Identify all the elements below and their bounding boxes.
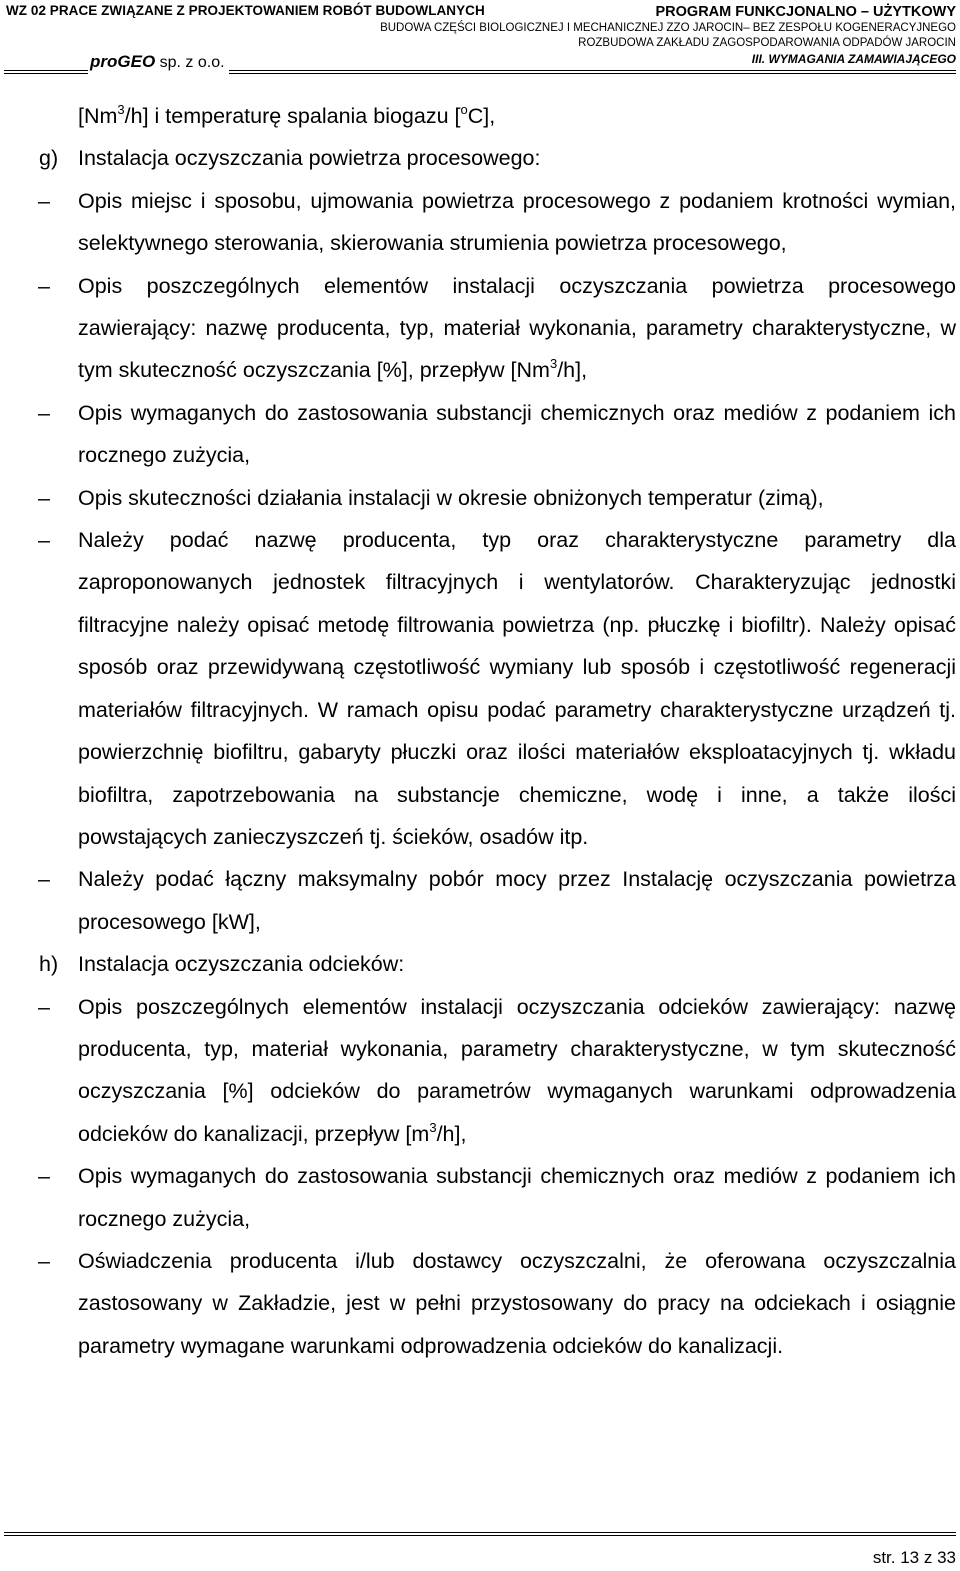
list-item-text: Opis wymaganych do zastosowania substancji chemicznych oraz mediów z podaniem ich rocznego zużycia, bbox=[78, 1164, 956, 1231]
section-title: Instalacja oczyszczania odcieków: bbox=[78, 952, 405, 977]
list-item bbox=[0, 477, 960, 519]
list-item bbox=[0, 180, 960, 265]
list-item-text: Należy podać nazwę producenta, typ oraz charakterystyczne parametry dla zaproponowanych jednostek filtracyjnych i wentylatorów. Charakteryzując jednostki filtracyjne należy opisać metodę filtrowania powietrza (np. płuczkę i biofiltr). Należy opisać sposób oraz przewidywaną częstotliwość wymiany lub sposób i częstotliwość regeneracji materiałów filtracyjnych. W ramach opisu podać parametry charakterystyczne urządzeń tj. powierzchnię biofiltru, gabaryty płuczki oraz ilości materiałów eksploatacyjnych tj. wkładu biofiltra, zapotrzebowania na substancje chemiczne, wodę i inne, a także ilości powstających zanieczyszczeń tj. ścieków, osadów itp. bbox=[78, 528, 956, 849]
text-fragment: /h], bbox=[557, 358, 588, 383]
list-item-text: Opis skuteczności działania instalacji w okresie obniżonych temperatur (zimą), bbox=[78, 485, 824, 510]
company-name: proGEO bbox=[90, 52, 156, 71]
list-item bbox=[0, 265, 960, 392]
header-section: III. WYMAGANIA ZAMAWIAJĄCEGO bbox=[751, 52, 956, 66]
section-h-heading bbox=[0, 943, 960, 985]
list-item bbox=[0, 858, 960, 943]
paragraph-continuation bbox=[0, 95, 960, 137]
company-logo-text bbox=[88, 52, 229, 74]
text-fragment: C], bbox=[467, 104, 496, 128]
footer-divider-secondary bbox=[4, 1535, 956, 1536]
list-item bbox=[0, 1155, 960, 1240]
section-g-heading bbox=[0, 137, 960, 179]
document-body bbox=[0, 95, 960, 1367]
list-item-text: Opis poszczególnych elementów instalacji oczyszczania powietrza procesowego zawierający: nazwę producenta, typ, materiał wykonania, parametry charakterystyczne, w tym skuteczność oczyszczania [%], przepływ [Nm bbox=[78, 273, 956, 383]
footer-divider bbox=[4, 1532, 956, 1533]
text-fragment: /h], bbox=[436, 1121, 467, 1146]
list-item bbox=[0, 392, 960, 477]
section-letter: h) bbox=[39, 952, 59, 977]
dash-bullet: – bbox=[38, 400, 50, 425]
dash-bullet: – bbox=[38, 1164, 50, 1189]
list-item-text: Oświadczenia producenta i/lub dostawcy oczyszczalni, że oferowana oczyszczalnia zastosowany w Zakładzie, jest w pełni przystosowany do pracy na odciekach i osiągnie parametry wymagane warunkami odprowadzenia odcieków do kanalizacji. bbox=[78, 1248, 956, 1358]
superscript: 3 bbox=[117, 102, 125, 117]
section-letter: g) bbox=[39, 146, 59, 171]
list-item bbox=[0, 1240, 960, 1367]
text-fragment: /h] i temperaturę spalania biogazu [ bbox=[124, 104, 461, 128]
dash-bullet: – bbox=[38, 273, 50, 298]
header-document-type: PROGRAM FUNKCJONALNO – UŻYTKOWY bbox=[655, 4, 956, 20]
list-item bbox=[0, 519, 960, 858]
list-item-text: Należy podać łączny maksymalny pobór mocy przez Instalację oczyszczania powietrza procesowego [kW], bbox=[78, 867, 956, 934]
dash-bullet: – bbox=[38, 485, 50, 510]
list-item-text: Opis wymaganych do zastosowania substancji chemicznych oraz mediów z podaniem ich rocznego zużycia, bbox=[78, 400, 956, 468]
dash-bullet: – bbox=[38, 1248, 50, 1273]
list-item bbox=[0, 986, 960, 1156]
section-title: Instalacja oczyszczania powietrza procesowego: bbox=[78, 146, 541, 171]
company-suffix: sp. z o.o. bbox=[155, 54, 225, 71]
list-item-text: Opis poszczególnych elementów instalacji oczyszczania odcieków zawierający: nazwę producenta, typ, materiał wykonania, parametry charakterystyczne, w tym skuteczność oczyszczania [%] odcieków do parametrów wymaganych warunkami odprowadzenia odcieków do kanalizacji, przepływ [m bbox=[78, 994, 956, 1146]
dash-bullet: – bbox=[38, 528, 50, 553]
list-item-text: Opis miejsc i sposobu, ujmowania powietrza procesowego z podaniem krotności wymian, selektywnego sterowania, skierowania strumienia powietrza procesowego, bbox=[78, 188, 956, 256]
page-number: str. 13 z 33 bbox=[872, 1548, 956, 1567]
superscript: o bbox=[460, 102, 468, 117]
dash-bullet: – bbox=[38, 867, 50, 892]
header-right-block bbox=[380, 3, 956, 67]
header-subtitle-1: BUDOWA CZĘŚCI BIOLOGICZNEJ I MECHANICZNEJ ZZO JAROCIN– BEZ ZESPOŁU KOGENERACYJNEGO bbox=[380, 22, 956, 34]
dash-bullet: – bbox=[38, 994, 50, 1019]
text-fragment: [Nm bbox=[78, 104, 118, 128]
superscript: 3 bbox=[549, 356, 558, 372]
superscript: 3 bbox=[429, 1119, 437, 1135]
dash-bullet: – bbox=[38, 188, 50, 213]
header-subtitle-2: ROZBUDOWA ZAKŁADU ZAGOSPODAROWANIA ODPADÓW JAROCIN bbox=[578, 37, 956, 49]
header-project-title: WZ 02 PRACE ZWIĄZANE Z PROJEKTOWANIEM ROBÓT BUDOWLANYCH bbox=[6, 3, 485, 18]
